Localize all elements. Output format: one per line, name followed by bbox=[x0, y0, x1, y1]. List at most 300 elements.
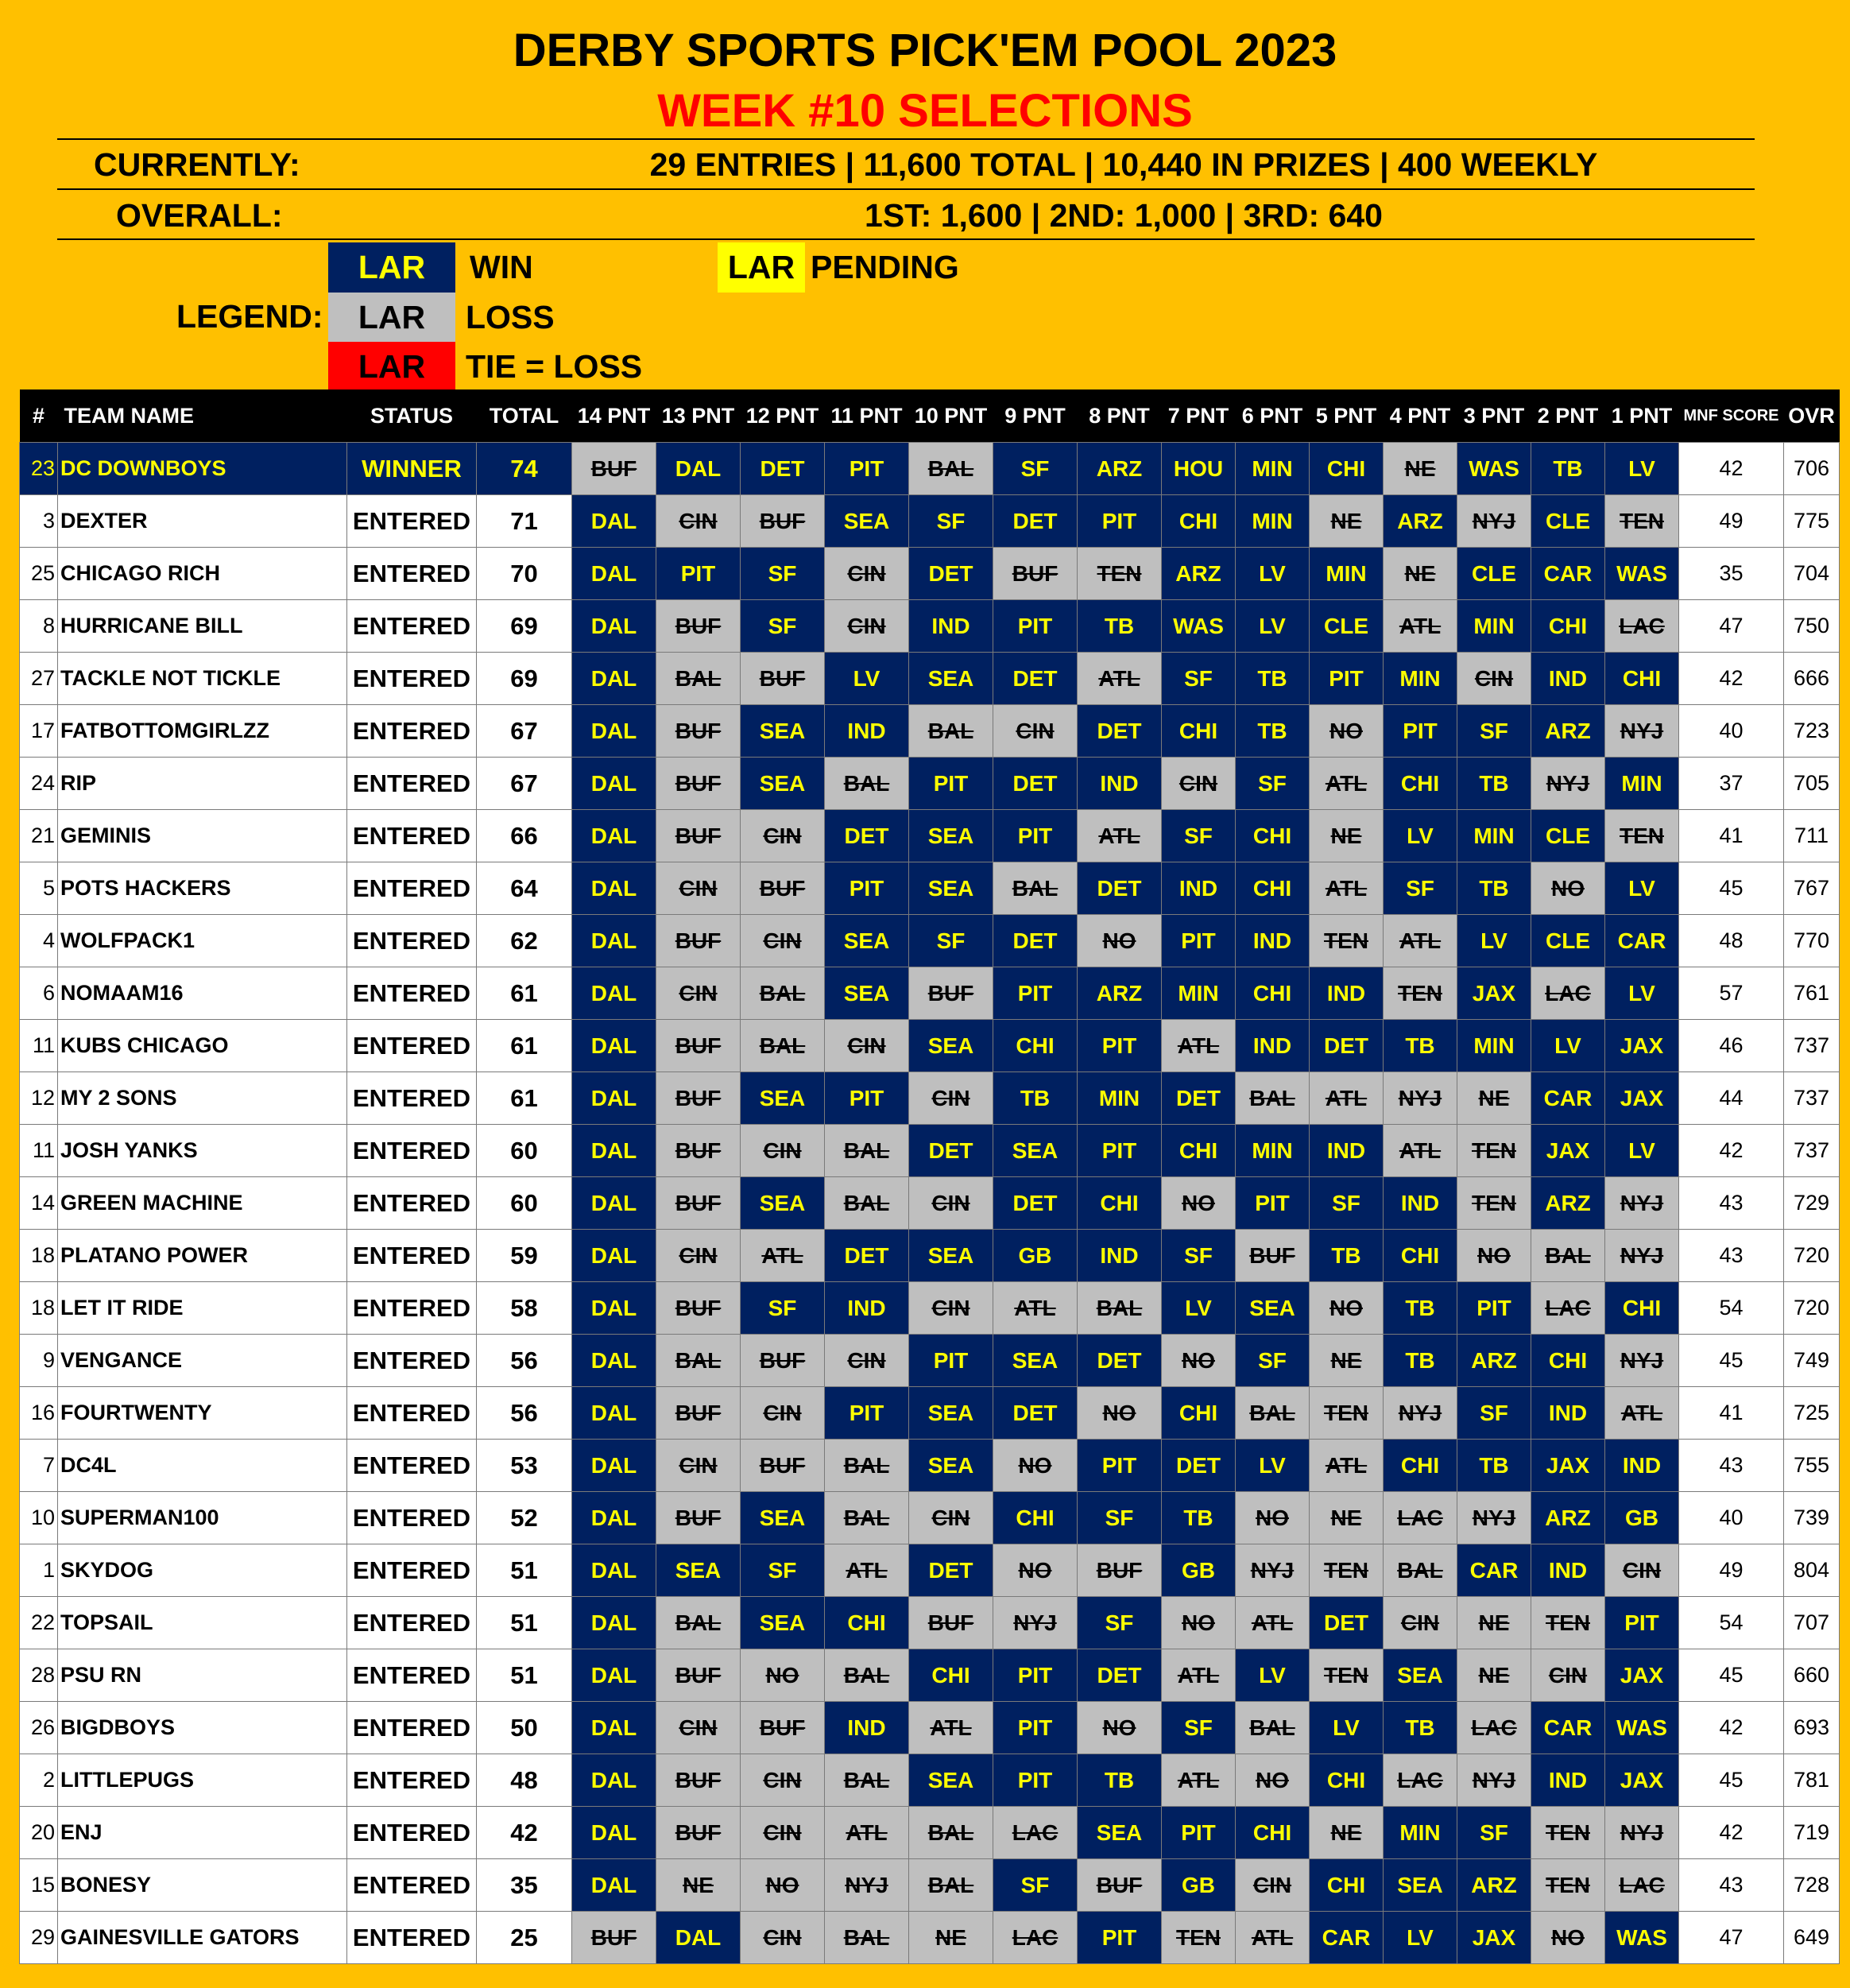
pick-cell: CIN bbox=[909, 1177, 993, 1230]
table-row bbox=[20, 1230, 1840, 1282]
pick-cell: LAC bbox=[1384, 1754, 1457, 1807]
legend-pending-swatch: LAR bbox=[718, 242, 805, 293]
pick-cell: ATL bbox=[1078, 810, 1162, 862]
pick-cell: GB bbox=[1162, 1859, 1236, 1912]
status-badge: ENTERED bbox=[347, 810, 477, 862]
pick-cell: DET bbox=[993, 758, 1078, 810]
total-score: 58 bbox=[477, 1282, 572, 1335]
pick-cell: WAS bbox=[1457, 443, 1531, 495]
pick-cell: IND bbox=[1078, 1230, 1162, 1282]
pick-cell: BAL bbox=[825, 1754, 909, 1807]
pick-cell: DET bbox=[1162, 1440, 1236, 1492]
pick-cell: PIT bbox=[825, 443, 909, 495]
status-badge: ENTERED bbox=[347, 1072, 477, 1125]
team-name: ENJ bbox=[58, 1807, 347, 1859]
team-name: GEMINIS bbox=[58, 810, 347, 862]
entry-rank: 3 bbox=[20, 495, 58, 548]
table-row bbox=[20, 967, 1840, 1020]
pick-cell: IND bbox=[909, 600, 993, 653]
pick-cell: MIN bbox=[1236, 443, 1310, 495]
pick-cell: CIN bbox=[741, 1912, 825, 1964]
pick-cell: MIN bbox=[1310, 548, 1384, 600]
pick-cell: IND bbox=[1162, 862, 1236, 915]
pick-cell: IND bbox=[1605, 1440, 1679, 1492]
pick-cell: LV bbox=[825, 653, 909, 705]
pick-cell: GB bbox=[1605, 1492, 1679, 1544]
column-header: 2 PNT bbox=[1531, 389, 1605, 443]
pick-cell: BAL bbox=[656, 653, 741, 705]
pick-cell: NO bbox=[1162, 1597, 1236, 1649]
pick-cell: NO bbox=[1310, 1282, 1384, 1335]
total-score: 56 bbox=[477, 1335, 572, 1387]
overall-score: 755 bbox=[1784, 1440, 1840, 1492]
status-badge: ENTERED bbox=[347, 1544, 477, 1597]
pick-cell: PIT bbox=[993, 967, 1078, 1020]
table-row bbox=[20, 1282, 1840, 1335]
pick-cell: MIN bbox=[1457, 600, 1531, 653]
pick-cell: ATL bbox=[1162, 1020, 1236, 1072]
pick-cell: BAL bbox=[656, 1335, 741, 1387]
pick-cell: DAL bbox=[572, 1072, 656, 1125]
mnf-score: 46 bbox=[1679, 1020, 1784, 1072]
table-row bbox=[20, 1597, 1840, 1649]
pick-cell: SEA bbox=[825, 495, 909, 548]
pick-cell: SEA bbox=[909, 1020, 993, 1072]
pick-cell: CLE bbox=[1310, 600, 1384, 653]
pick-cell: CAR bbox=[1310, 1912, 1384, 1964]
pick-cell: DAL bbox=[572, 1859, 656, 1912]
pick-cell: BAL bbox=[825, 1125, 909, 1177]
overall-score: 737 bbox=[1784, 1020, 1840, 1072]
pick-cell: CHI bbox=[1310, 443, 1384, 495]
total-score: 51 bbox=[477, 1597, 572, 1649]
pick-cell: LV bbox=[1236, 1440, 1310, 1492]
column-header: TEAM NAME bbox=[58, 389, 347, 443]
pick-cell: PIT bbox=[825, 1387, 909, 1440]
table-row bbox=[20, 548, 1840, 600]
pick-cell: SEA bbox=[656, 1544, 741, 1597]
pick-cell: DAL bbox=[572, 653, 656, 705]
pick-cell: NE bbox=[1310, 1492, 1384, 1544]
pick-cell: SF bbox=[993, 443, 1078, 495]
column-header: 7 PNT bbox=[1162, 389, 1236, 443]
pick-cell: NYJ bbox=[1605, 1335, 1679, 1387]
pick-cell: BUF bbox=[656, 758, 741, 810]
pick-cell: DAL bbox=[572, 758, 656, 810]
table-row bbox=[20, 443, 1840, 495]
column-header: STATUS bbox=[347, 389, 477, 443]
pick-cell: NYJ bbox=[1605, 705, 1679, 758]
pick-cell: TEN bbox=[1605, 810, 1679, 862]
overall-score: 719 bbox=[1784, 1807, 1840, 1859]
pick-cell: MIN bbox=[1236, 1125, 1310, 1177]
table-row bbox=[20, 915, 1840, 967]
entry-rank: 1 bbox=[20, 1544, 58, 1597]
pick-cell: NE bbox=[909, 1912, 993, 1964]
status-badge: ENTERED bbox=[347, 758, 477, 810]
entry-rank: 18 bbox=[20, 1282, 58, 1335]
pick-cell: CIN bbox=[656, 1440, 741, 1492]
pick-cell: BAL bbox=[993, 862, 1078, 915]
pick-cell: BUF bbox=[656, 1387, 741, 1440]
table-row bbox=[20, 1649, 1840, 1702]
mnf-score: 54 bbox=[1679, 1282, 1784, 1335]
pick-cell: BUF bbox=[741, 862, 825, 915]
entry-rank: 16 bbox=[20, 1387, 58, 1440]
total-score: 67 bbox=[477, 758, 572, 810]
pick-cell: IND bbox=[1236, 915, 1310, 967]
pick-cell: MIN bbox=[1457, 810, 1531, 862]
mnf-score: 54 bbox=[1679, 1597, 1784, 1649]
total-score: 74 bbox=[477, 443, 572, 495]
entry-rank: 27 bbox=[20, 653, 58, 705]
pick-cell: CIN bbox=[1236, 1859, 1310, 1912]
pick-cell: ATL bbox=[1078, 653, 1162, 705]
pick-cell: CHI bbox=[909, 1649, 993, 1702]
team-name: JOSH YANKS bbox=[58, 1125, 347, 1177]
pick-cell: PIT bbox=[1078, 1440, 1162, 1492]
pick-cell: CLE bbox=[1457, 548, 1531, 600]
total-score: 61 bbox=[477, 967, 572, 1020]
pick-cell: BAL bbox=[909, 705, 993, 758]
divider bbox=[57, 238, 1755, 240]
mnf-score: 40 bbox=[1679, 1492, 1784, 1544]
pick-cell: SEA bbox=[993, 1335, 1078, 1387]
legend-tie-text: TIE = LOSS bbox=[466, 348, 643, 385]
pick-cell: IND bbox=[1531, 653, 1605, 705]
pick-cell: NE bbox=[656, 1859, 741, 1912]
pick-cell: SF bbox=[741, 548, 825, 600]
pick-cell: NO bbox=[1310, 705, 1384, 758]
pick-cell: ATL bbox=[993, 1282, 1078, 1335]
pick-cell: PIT bbox=[993, 1649, 1078, 1702]
pick-cell: CIN bbox=[1384, 1597, 1457, 1649]
pick-cell: BAL bbox=[909, 1859, 993, 1912]
pick-cell: TEN bbox=[1310, 915, 1384, 967]
pick-cell: DAL bbox=[572, 600, 656, 653]
pick-cell: CHI bbox=[1078, 1177, 1162, 1230]
status-badge: WINNER bbox=[347, 443, 477, 495]
pick-cell: LV bbox=[1384, 1912, 1457, 1964]
pick-cell: SEA bbox=[909, 1230, 993, 1282]
total-score: 69 bbox=[477, 600, 572, 653]
legend-label: LEGEND: bbox=[176, 298, 323, 335]
overall-score: 767 bbox=[1784, 862, 1840, 915]
overall-score: 729 bbox=[1784, 1177, 1840, 1230]
pick-cell: NE bbox=[1310, 810, 1384, 862]
pick-cell: LAC bbox=[1531, 967, 1605, 1020]
pick-cell: SF bbox=[1078, 1492, 1162, 1544]
status-badge: ENTERED bbox=[347, 862, 477, 915]
mnf-score: 42 bbox=[1679, 443, 1784, 495]
pick-cell: TB bbox=[993, 1072, 1078, 1125]
pick-cell: DAL bbox=[572, 915, 656, 967]
pick-cell: CLE bbox=[1531, 810, 1605, 862]
pick-cell: WAS bbox=[1605, 548, 1679, 600]
pick-cell: PIT bbox=[909, 1335, 993, 1387]
pick-cell: TEN bbox=[1310, 1649, 1384, 1702]
pick-cell: TB bbox=[1078, 600, 1162, 653]
pick-cell: SEA bbox=[741, 1597, 825, 1649]
pick-cell: NO bbox=[993, 1544, 1078, 1597]
pick-cell: DAL bbox=[572, 810, 656, 862]
entry-rank: 17 bbox=[20, 705, 58, 758]
total-score: 61 bbox=[477, 1020, 572, 1072]
pick-cell: MIN bbox=[1384, 1807, 1457, 1859]
mnf-score: 47 bbox=[1679, 1912, 1784, 1964]
pick-cell: BAL bbox=[741, 1020, 825, 1072]
pick-cell: MIN bbox=[1605, 758, 1679, 810]
pick-cell: CIN bbox=[741, 1754, 825, 1807]
pick-cell: NO bbox=[1531, 862, 1605, 915]
team-name: DEXTER bbox=[58, 495, 347, 548]
pick-cell: DAL bbox=[572, 495, 656, 548]
pick-cell: MIN bbox=[1078, 1072, 1162, 1125]
pick-cell: ATL bbox=[825, 1807, 909, 1859]
pick-cell: JAX bbox=[1605, 1754, 1679, 1807]
total-score: 51 bbox=[477, 1649, 572, 1702]
status-badge: ENTERED bbox=[347, 548, 477, 600]
team-name: WOLFPACK1 bbox=[58, 915, 347, 967]
pick-cell: ARZ bbox=[1531, 1177, 1605, 1230]
pick-cell: DAL bbox=[572, 548, 656, 600]
pick-cell: CLE bbox=[1531, 495, 1605, 548]
team-name: DC4L bbox=[58, 1440, 347, 1492]
pick-cell: DAL bbox=[572, 1440, 656, 1492]
table-row bbox=[20, 1177, 1840, 1230]
pick-cell: CHI bbox=[1236, 967, 1310, 1020]
pick-cell: TB bbox=[1236, 705, 1310, 758]
pick-cell: SEA bbox=[825, 915, 909, 967]
pick-cell: CIN bbox=[656, 1230, 741, 1282]
overall-score: 781 bbox=[1784, 1754, 1840, 1807]
pick-cell: ATL bbox=[1162, 1649, 1236, 1702]
pick-cell: TEN bbox=[1078, 548, 1162, 600]
pick-cell: IND bbox=[1310, 1125, 1384, 1177]
team-name: RIP bbox=[58, 758, 347, 810]
mnf-score: 49 bbox=[1679, 1544, 1784, 1597]
pick-cell: MIN bbox=[1384, 653, 1457, 705]
pick-cell: BUF bbox=[656, 1649, 741, 1702]
pick-cell: PIT bbox=[993, 810, 1078, 862]
pick-cell: IND bbox=[1531, 1754, 1605, 1807]
pick-cell: GB bbox=[993, 1230, 1078, 1282]
pick-cell: SEA bbox=[741, 705, 825, 758]
total-score: 67 bbox=[477, 705, 572, 758]
pick-cell: NE bbox=[1457, 1072, 1531, 1125]
pick-cell: NE bbox=[1457, 1597, 1531, 1649]
pick-cell: SEA bbox=[1384, 1649, 1457, 1702]
team-name: POTS HACKERS bbox=[58, 862, 347, 915]
entry-rank: 24 bbox=[20, 758, 58, 810]
entry-rank: 10 bbox=[20, 1492, 58, 1544]
mnf-score: 42 bbox=[1679, 1807, 1784, 1859]
total-score: 51 bbox=[477, 1544, 572, 1597]
pick-cell: BUF bbox=[656, 1754, 741, 1807]
pick-cell: NYJ bbox=[1384, 1387, 1457, 1440]
pick-cell: IND bbox=[1310, 967, 1384, 1020]
legend-pending-text: PENDING bbox=[811, 249, 959, 285]
pick-cell: DAL bbox=[572, 1282, 656, 1335]
pick-cell: WAS bbox=[1605, 1702, 1679, 1754]
pick-cell: NYJ bbox=[825, 1859, 909, 1912]
team-name: LET IT RIDE bbox=[58, 1282, 347, 1335]
column-header: 10 PNT bbox=[909, 389, 993, 443]
pick-cell: CHI bbox=[1531, 1335, 1605, 1387]
pick-cell: TB bbox=[1236, 653, 1310, 705]
total-score: 42 bbox=[477, 1807, 572, 1859]
pick-cell: ATL bbox=[1384, 1125, 1457, 1177]
pick-cell: BAL bbox=[909, 443, 993, 495]
pick-cell: PIT bbox=[1605, 1597, 1679, 1649]
table-row bbox=[20, 1702, 1840, 1754]
pick-cell: TB bbox=[1531, 443, 1605, 495]
pick-cell: NYJ bbox=[1236, 1544, 1310, 1597]
pick-cell: SEA bbox=[741, 1072, 825, 1125]
pick-cell: DET bbox=[1310, 1597, 1384, 1649]
table-row bbox=[20, 495, 1840, 548]
overall-score: 749 bbox=[1784, 1335, 1840, 1387]
legend-loss-swatch: LAR bbox=[328, 293, 455, 343]
pick-cell: NYJ bbox=[1605, 1807, 1679, 1859]
entry-rank: 11 bbox=[20, 1125, 58, 1177]
pick-cell: ARZ bbox=[1078, 443, 1162, 495]
legend-win-swatch: LAR bbox=[328, 242, 455, 293]
team-name: PSU RN bbox=[58, 1649, 347, 1702]
pick-cell: CHI bbox=[1605, 653, 1679, 705]
pick-cell: DET bbox=[993, 495, 1078, 548]
pick-cell: LAC bbox=[1605, 600, 1679, 653]
pick-cell: CIN bbox=[741, 915, 825, 967]
total-score: 69 bbox=[477, 653, 572, 705]
pick-cell: MIN bbox=[1162, 967, 1236, 1020]
currently-label: CURRENTLY: bbox=[94, 146, 300, 183]
mnf-score: 41 bbox=[1679, 1387, 1784, 1440]
pick-cell: BAL bbox=[741, 967, 825, 1020]
pick-cell: PIT bbox=[1078, 1020, 1162, 1072]
pick-cell: BUF bbox=[993, 548, 1078, 600]
overall-score: 704 bbox=[1784, 548, 1840, 600]
pick-cell: ATL bbox=[1236, 1912, 1310, 1964]
pick-cell: TB bbox=[1457, 758, 1531, 810]
pick-cell: DET bbox=[1078, 1335, 1162, 1387]
pick-cell: ATL bbox=[1310, 1440, 1384, 1492]
status-badge: ENTERED bbox=[347, 495, 477, 548]
pick-cell: DAL bbox=[572, 705, 656, 758]
pick-cell: ATL bbox=[1605, 1387, 1679, 1440]
pick-cell: DET bbox=[825, 1230, 909, 1282]
pick-cell: DAL bbox=[572, 1597, 656, 1649]
pick-cell: SF bbox=[1384, 862, 1457, 915]
pick-cell: BAL bbox=[825, 1912, 909, 1964]
pick-cell: BAL bbox=[825, 1492, 909, 1544]
pick-cell: PIT bbox=[656, 548, 741, 600]
pick-cell: WAS bbox=[1162, 600, 1236, 653]
pick-cell: TB bbox=[1384, 1335, 1457, 1387]
entry-rank: 28 bbox=[20, 1649, 58, 1702]
column-header: 1 PNT bbox=[1605, 389, 1679, 443]
pick-cell: DET bbox=[1310, 1020, 1384, 1072]
pick-cell: TEN bbox=[1531, 1597, 1605, 1649]
entry-rank: 14 bbox=[20, 1177, 58, 1230]
pick-cell: BAL bbox=[1531, 1230, 1605, 1282]
status-badge: ENTERED bbox=[347, 1754, 477, 1807]
overall-score: 666 bbox=[1784, 653, 1840, 705]
table-body bbox=[20, 443, 1840, 1964]
pick-cell: DET bbox=[993, 915, 1078, 967]
pick-cell: BUF bbox=[741, 1440, 825, 1492]
pick-cell: BUF bbox=[656, 1807, 741, 1859]
mnf-score: 42 bbox=[1679, 1702, 1784, 1754]
pick-cell: CLE bbox=[1531, 915, 1605, 967]
pick-cell: NO bbox=[993, 1440, 1078, 1492]
pick-cell: IND bbox=[1531, 1544, 1605, 1597]
pick-cell: NYJ bbox=[1531, 758, 1605, 810]
mnf-score: 41 bbox=[1679, 810, 1784, 862]
total-score: 52 bbox=[477, 1492, 572, 1544]
pick-cell: BAL bbox=[1236, 1387, 1310, 1440]
pick-cell: NO bbox=[741, 1859, 825, 1912]
pick-cell: LV bbox=[1457, 915, 1531, 967]
pick-cell: DET bbox=[1162, 1072, 1236, 1125]
pick-cell: TB bbox=[1162, 1492, 1236, 1544]
pick-cell: BAL bbox=[1384, 1544, 1457, 1597]
pick-cell: CIN bbox=[656, 495, 741, 548]
pick-cell: PIT bbox=[1078, 1912, 1162, 1964]
overall-score: 711 bbox=[1784, 810, 1840, 862]
mnf-score: 47 bbox=[1679, 600, 1784, 653]
pick-cell: LAC bbox=[1531, 1282, 1605, 1335]
mnf-score: 37 bbox=[1679, 758, 1784, 810]
pick-cell: ATL bbox=[741, 1230, 825, 1282]
pick-cell: DET bbox=[741, 443, 825, 495]
mnf-score: 35 bbox=[1679, 548, 1784, 600]
entry-rank: 29 bbox=[20, 1912, 58, 1964]
pick-cell: DET bbox=[1078, 1649, 1162, 1702]
pick-cell: BUF bbox=[741, 495, 825, 548]
overall-score: 705 bbox=[1784, 758, 1840, 810]
pick-cell: DAL bbox=[572, 1492, 656, 1544]
overall-score: 723 bbox=[1784, 705, 1840, 758]
pick-cell: MIN bbox=[1457, 1020, 1531, 1072]
entry-rank: 9 bbox=[20, 1335, 58, 1387]
pick-cell: DAL bbox=[572, 1754, 656, 1807]
overall-score: 761 bbox=[1784, 967, 1840, 1020]
team-name: DC DOWNBOYS bbox=[58, 443, 347, 495]
status-badge: ENTERED bbox=[347, 1230, 477, 1282]
pick-cell: SEA bbox=[1078, 1807, 1162, 1859]
pick-cell: JAX bbox=[1605, 1020, 1679, 1072]
pick-cell: SEA bbox=[909, 1387, 993, 1440]
pick-cell: DET bbox=[909, 1125, 993, 1177]
mnf-score: 40 bbox=[1679, 705, 1784, 758]
pick-cell: BAL bbox=[909, 1807, 993, 1859]
pick-cell: DAL bbox=[572, 862, 656, 915]
pick-cell: LAC bbox=[1457, 1702, 1531, 1754]
pick-cell: PIT bbox=[1457, 1282, 1531, 1335]
column-header: 3 PNT bbox=[1457, 389, 1531, 443]
pick-cell: TEN bbox=[1384, 967, 1457, 1020]
pick-cell: ARZ bbox=[1457, 1859, 1531, 1912]
entry-rank: 15 bbox=[20, 1859, 58, 1912]
pick-cell: PIT bbox=[993, 1702, 1078, 1754]
total-score: 35 bbox=[477, 1859, 572, 1912]
entry-rank: 22 bbox=[20, 1597, 58, 1649]
table-row bbox=[20, 1125, 1840, 1177]
pick-cell: CIN bbox=[825, 1335, 909, 1387]
pick-cell: NE bbox=[1310, 495, 1384, 548]
pick-cell: NO bbox=[741, 1649, 825, 1702]
